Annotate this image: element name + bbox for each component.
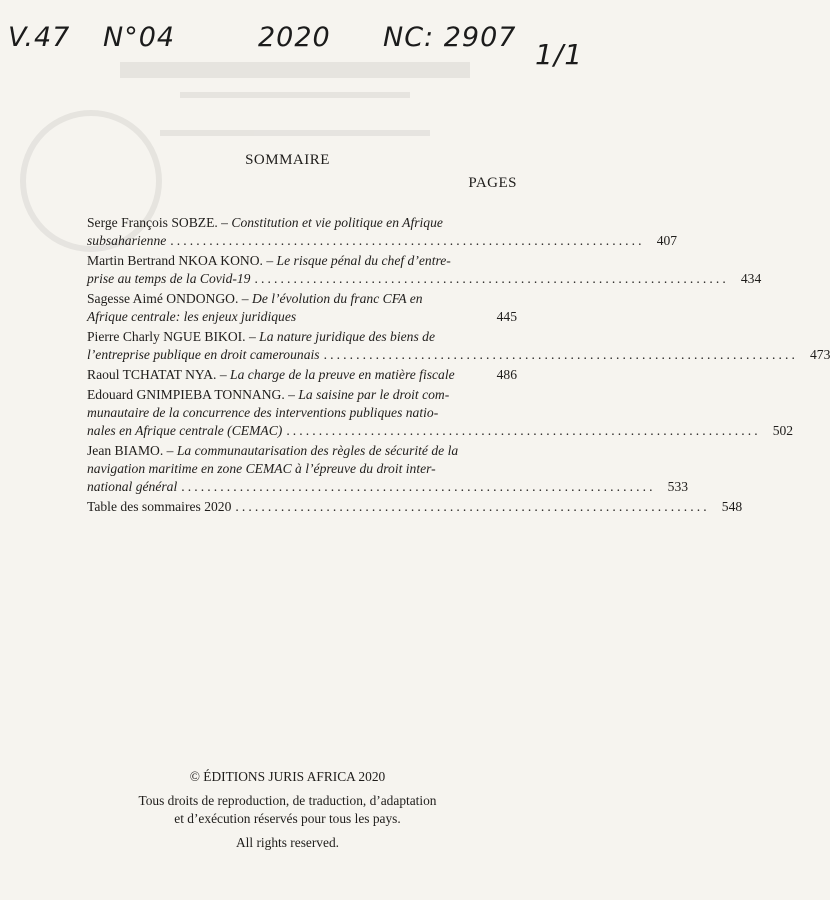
toc-title-line: La charge de la preuve en matière fiscale [230,367,455,382]
toc-title-line: La nature juridique des biens de [259,329,435,344]
toc-entry: Pierre Charly NGUE BIKOI. – La nature juridique des biens de l’entreprise publique en droit camerounais ......................................................................... 473 [87,329,830,362]
toc-title-line: Le risque pénal du chef d’entre- [276,253,451,268]
leader-dots: ......................................................................... [286,423,761,438]
toc-title-line: Constitution et vie politique en Afrique [231,215,443,230]
toc-entry: Martin Bertrand NKOA KONO. – Le risque pénal du chef d’entre- prise au temps de la Covid-19 ......................................................................... 434 [87,253,762,286]
rights-line-1: Tous droits de reproduction, de traduction, d’adaptation [138,793,437,808]
toc-page-number: 445 [496,309,517,324]
toc-entry: Sagesse Aimé ONDONGO. – De l’évolution du franc CFA en Afrique centrale: les enjeux juridiques 445 [87,291,517,324]
toc-page-number: 407 [656,233,678,248]
toc-entry: Raoul TCHATAT NYA. – La charge de la preuve en matière fiscale 486 [87,367,517,382]
handwritten-year: 2020 [258,22,331,53]
toc-author: Serge François SOBZE. [87,215,218,230]
copyright-line: © ÉDITIONS JURIS AFRICA 2020 [189,769,386,784]
colophon [0,768,575,852]
toc-title-line: Afrique centrale: les enjeux juridiques [87,309,297,324]
toc-title-line: subsaharienne [87,233,167,248]
toc-author: Martin Bertrand NKOA KONO. [87,253,263,268]
toc-title-line: national général [87,479,178,494]
toc-author: Raoul TCHATAT NYA. [87,367,217,382]
toc-title-line: La communautarisation des règles de sécurité de la [176,443,459,458]
leader-dots: ......................................................................... [235,499,710,514]
toc-page-number: 533 [667,479,689,494]
toc-page-number: 502 [772,423,794,438]
toc-entry-table-des-sommaires [87,498,743,516]
handwritten-fraction: 1/1 [535,38,584,71]
all-rights-reserved: All rights reserved. [235,835,339,850]
toc-author: Jean BIAMO. [87,443,164,458]
toc-page-number: 548 [721,499,743,514]
toc-entry: Edouard GNIMPIEBA TONNANG. – La saisine par le droit com- munautaire de la concurrence des interventions publiques natio- nales en Afrique centrale (CEMAC) ......................................................................... 502 [87,387,794,438]
leader-dots: ......................................................................... [323,347,798,362]
toc-page-number: 434 [740,271,762,286]
toc-page-number: 486 [496,367,517,382]
toc-title-line: navigation maritime en zone CEMAC à l’épreuve du droit inter- [87,461,436,476]
toc-author: Edouard GNIMPIEBA TONNANG. [87,387,285,402]
toc-entry: Jean BIAMO. – La communautarisation des règles de sécurité de la navigation maritime en zone CEMAC à l’épreuve du droit inter- national général ......................................................................... 533 [87,443,689,494]
handwritten-number: N°04 [103,22,176,53]
toc-entry: Serge François SOBZE. – Constitution et vie politique en Afrique subsaharienne ......................................................................... 407 [87,215,678,248]
toc-label: Table des sommaires 2020 [87,499,232,514]
leader-dots: ......................................................................... [170,233,645,248]
toc-page-number: 473 [809,347,830,362]
toc-title-line: nales en Afrique centrale (CEMAC) [87,423,283,438]
leader-dots: ......................................................................... [254,271,729,286]
toc-author: Pierre Charly NGUE BIKOI. [87,329,246,344]
toc-author: Sagesse Aimé ONDONGO. [87,291,239,306]
rights-line-2: et d’exécution réservés pour tous les pays. [174,811,401,826]
toc-title-line: l’entreprise publique en droit camerounais [87,347,320,362]
table-of-contents [87,214,830,518]
toc-title-line: La saisine par le droit com- [298,387,450,402]
leader-dots: ......................................................................... [181,479,656,494]
pages-column-heading: PAGES [468,175,517,191]
toc-title-line: munautaire de la concurrence des interventions publiques natio- [87,405,439,420]
toc-title-line: prise au temps de la Covid-19 [87,271,251,286]
handwritten-volume: V.47 [8,22,71,53]
toc-title-line: De l’évolution du franc CFA en [252,291,423,306]
handwritten-nc: NC: 2907 [383,22,517,53]
sommaire-title: SOMMAIRE [245,152,330,168]
